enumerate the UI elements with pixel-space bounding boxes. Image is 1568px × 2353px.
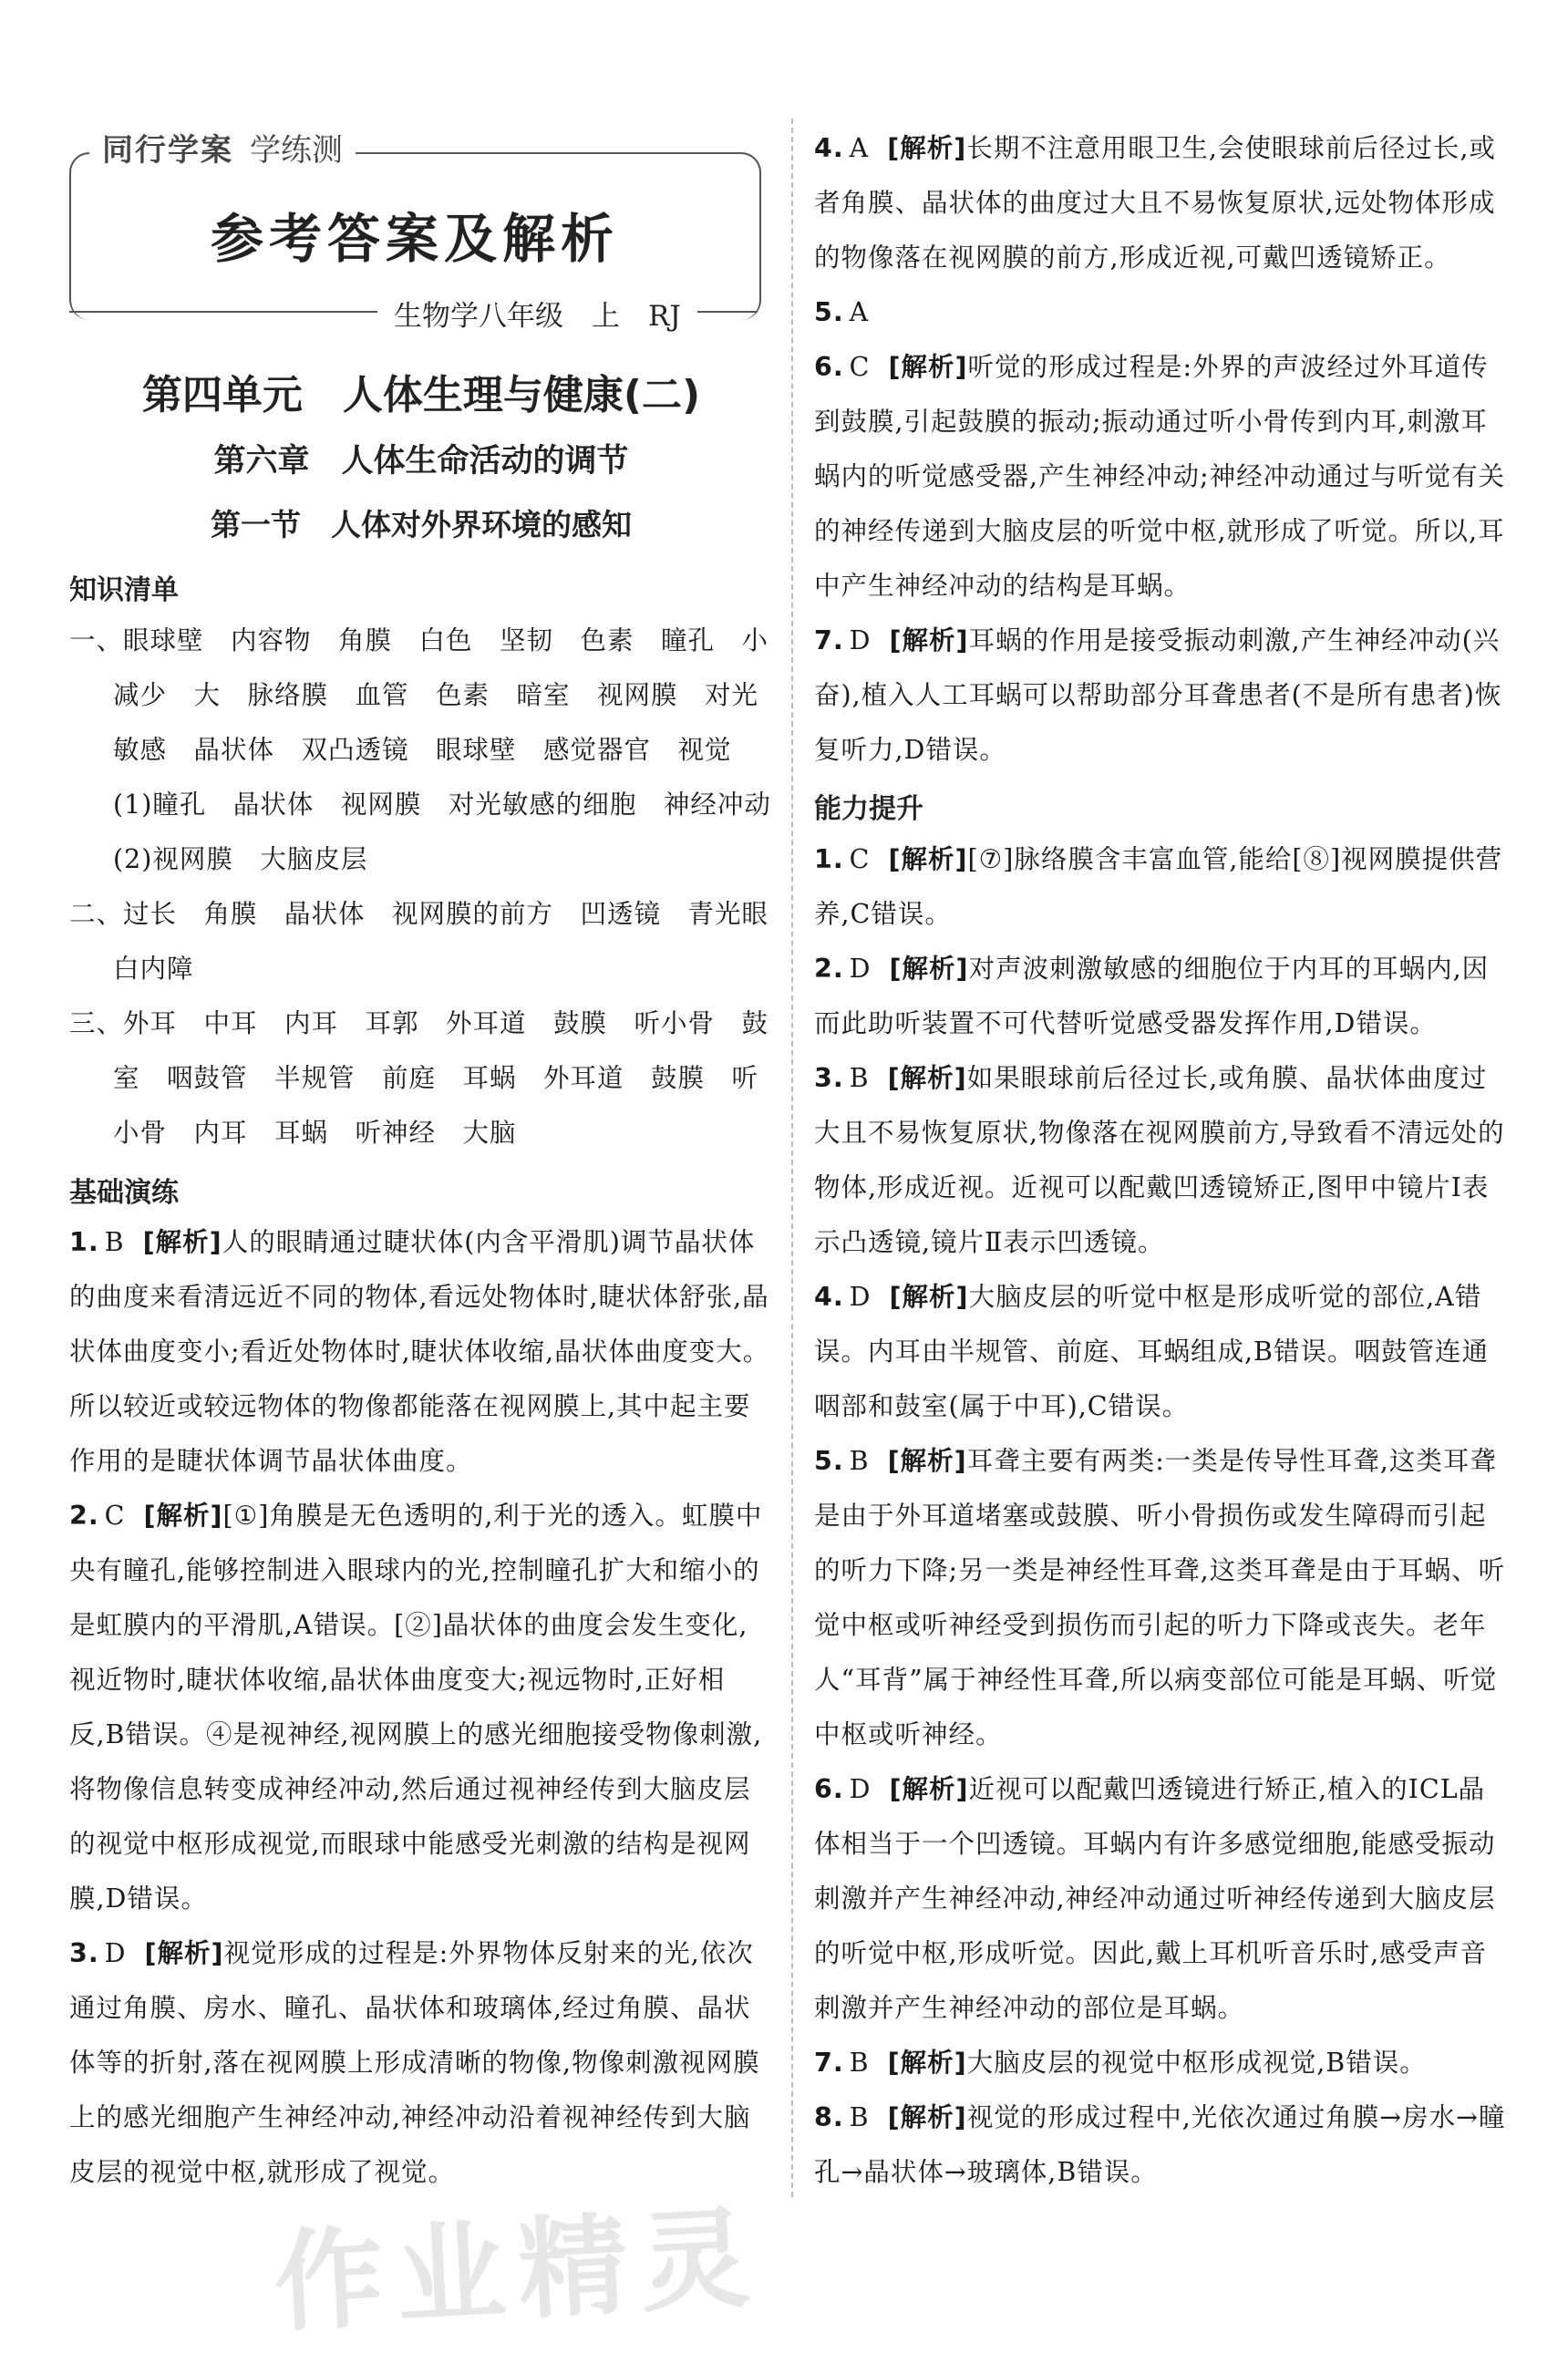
- answer-number: 5.: [814, 297, 844, 327]
- analysis-tag: [解析]: [144, 1938, 224, 1968]
- subject-label: 生物学八年级 上 RJ: [377, 293, 697, 334]
- analysis-tag: [解析]: [142, 1227, 222, 1257]
- knowledge-item: 二、过长 角膜 晶状体 视网膜的前方 凹透镜 青光眼 白内障: [69, 899, 796, 984]
- analysis-tag: [解析]: [887, 133, 967, 163]
- answer-item: [814, 1762, 1511, 2036]
- analysis-tag: [解析]: [887, 2048, 967, 2078]
- answer-number: 2.: [69, 1501, 99, 1531]
- answer-item: [814, 2036, 1511, 2090]
- answer-number: 2.: [814, 954, 844, 984]
- answer-header: [69, 125, 760, 333]
- header-brand-line: [89, 125, 356, 170]
- answer-text: 大脑皮层的听觉中枢是形成听觉的部位,A错误。内耳由半规管、前庭、耳蜗组成,B错误。咽鼓管连通咽部和鼓室(属于中耳),C错误。: [814, 1282, 1490, 1421]
- answer-item: [814, 2090, 1511, 2200]
- analysis-tag: [解析]: [887, 1446, 967, 1476]
- answer-letter: B: [849, 1063, 870, 1093]
- answer-item: [814, 285, 1511, 340]
- analysis-tag: [解析]: [889, 1774, 969, 1804]
- knowledge-item: 三、外耳 中耳 内耳 耳郭 外耳道 鼓膜 听小骨 鼓室 咽鼓管 半规管 前庭 耳蜗 外耳道 鼓膜 听小骨 内耳 耳蜗 听神经 大脑: [69, 1008, 769, 1148]
- answer-letter: C: [849, 844, 871, 874]
- answer-item: [814, 832, 1511, 942]
- answer-text: 耳蜗的作用是接受振动刺激,产生神经冲动(兴奋),植入人工耳蜗可以帮助部分耳聋患者(不是所有患者)恢复听力,D错误。: [814, 625, 1502, 765]
- answer-letter: A: [849, 297, 870, 327]
- answer-text: 长期不注意用眼卫生,会使眼球前后径过长,或者角膜、晶状体的曲度过大且不易恢复原状,远处物体形成的物像落在视网膜的前方,形成近视,可戴凹透镜矫正。: [814, 133, 1496, 273]
- brand-name: 同行学案: [102, 132, 233, 169]
- answer-letter: D: [849, 954, 872, 984]
- answer-item: [69, 1215, 773, 1489]
- knowledge-heading: 知识清单: [69, 574, 179, 606]
- answer-text: 如果眼球前后径过长,或角膜、晶状体曲度过大且不易恢复原状,物像落在视网膜前方,导致看不清远处的物体,形成近视。近视可以配戴凹透镜矫正,图甲中镜片Ⅰ表示凸透镜,镜片Ⅱ表示凹透镜。: [814, 1063, 1505, 1257]
- answer-letter: C: [849, 352, 871, 382]
- watermark: 作业精灵: [271, 2195, 766, 2348]
- answer-item: [814, 1434, 1511, 1762]
- subject-line: [69, 293, 760, 333]
- answer-number: 1.: [69, 1227, 99, 1257]
- answer-item: [814, 340, 1511, 614]
- answer-letter: C: [104, 1501, 126, 1531]
- answer-item: [814, 942, 1511, 1051]
- page-title: 参考答案及解析: [210, 208, 619, 270]
- answer-letter: D: [849, 1774, 872, 1804]
- answer-number: 7.: [814, 625, 844, 655]
- answer-item: [814, 121, 1511, 285]
- answer-letter: B: [849, 2102, 870, 2132]
- answer-number: 6.: [814, 1774, 844, 1804]
- answer-text: [①]角膜是无色透明的,利于光的透入。虹膜中央有瞳孔,能够控制进入眼球内的光,控制瞳孔扩大和缩小的是虹膜内的平滑肌,A错误。[②]晶状体的曲度会发生变化,视近物时,睫状体收缩,晶状体曲度变大;视远物时,正好相反,B错误。④是视神经,视网膜上的感光细胞接受物像刺激,将物像信息转变成神经冲动,然后通过视神经传到大脑皮层的视觉中枢形成视觉,而眼球中能感受光刺激的结构是视网膜,D错误。: [69, 1501, 763, 1914]
- knowledge-item: 一、眼球壁 内容物 角膜 白色 坚韧 色素 瞳孔 小 减少 大 脉络膜 血管 色素 暗室 视网膜 对光敏感 晶状体 双凸透镜 眼球壁 感觉器官 视觉 (1)瞳孔 晶状体 视网膜 对光敏感的细胞 神经冲动 (2)视网膜 大脑皮层: [69, 625, 799, 874]
- answer-letter: D: [104, 1938, 127, 1968]
- answer-item: [69, 1926, 773, 2200]
- answer-text: 人的眼睛通过睫状体(内含平滑肌)调节晶状体的曲度来看清远近不同的物体,看远处物体时,睫状体舒张,晶状体曲度变小;看近处物体时,睫状体收缩,晶状体曲度变大。所以较近或较远物体的物像都能落在视网膜上,其中起主要作用的是睫状体调节晶状体曲度。: [69, 1227, 770, 1476]
- answer-letter: D: [849, 1282, 872, 1312]
- answer-number: 4.: [814, 1282, 844, 1312]
- section-title: 第一节 人体对外界环境的感知: [211, 507, 632, 542]
- answer-letter: D: [849, 625, 872, 655]
- answer-letter: B: [849, 2048, 870, 2078]
- analysis-tag: [解析]: [889, 625, 969, 655]
- answer-number: 4.: [814, 133, 844, 163]
- answer-text: 耳聋主要有两类:一类是传导性耳聋,这类耳聋是由于外耳道堵塞或鼓膜、听小骨损伤或发生障碍而引起的听力下降;另一类是神经性耳聋,这类耳聋是由于耳蜗、听觉中枢或听神经受到损伤而引起的听力下降或丧失。老年人“耳背”属于神经性耳聋,所以病变部位可能是耳蜗、听觉中枢或听神经。: [814, 1446, 1506, 1749]
- basic-heading: 基础演练: [69, 1177, 179, 1209]
- answer-number: 1.: [814, 844, 844, 874]
- answer-number: 8.: [814, 2102, 844, 2132]
- answer-letter: B: [104, 1227, 125, 1257]
- answer-item: [814, 1051, 1511, 1270]
- chapter-title: 第六章 人体生命活动的调节: [213, 443, 629, 480]
- answer-text: [⑦]脉络膜含丰富血管,能给[⑧]视网膜提供营养,C错误。: [814, 844, 1503, 929]
- answer-text: 听觉的形成过程是:外界的声波经过外耳道传到鼓膜,引起鼓膜的振动;振动通过听小骨传到内耳,刺激耳蜗内的听觉感受器,产生神经冲动;神经冲动通过与听觉有关的神经传递到大脑皮层的听觉中枢,就形成了听觉。所以,耳中产生神经冲动的结构是耳蜗。: [814, 352, 1506, 601]
- brand-series: 学练测: [250, 132, 343, 169]
- analysis-tag: [解析]: [143, 1501, 223, 1531]
- answer-text: 近视可以配戴凹透镜进行矫正,植入的ICL晶体相当于一个凹透镜。耳蜗内有许多感觉细胞,能感受振动刺激并产生神经冲动,神经冲动通过听神经传递到大脑皮层的听觉中枢,形成听觉。因此,戴上耳机听音乐时,感受声音刺激并产生神经冲动的部位是耳蜗。: [814, 1774, 1496, 2023]
- answer-item: [814, 614, 1511, 778]
- analysis-tag: [解析]: [889, 954, 969, 984]
- analysis-tag: [解析]: [888, 352, 968, 382]
- analysis-tag: [解析]: [888, 844, 968, 874]
- answer-number: 3.: [69, 1938, 99, 1968]
- answer-number: 7.: [814, 2048, 844, 2078]
- unit-title: 第四单元 人体生理与健康(二): [141, 372, 701, 418]
- answer-text: 视觉形成的过程是:外界物体反射来的光,依次通过角膜、房水、瞳孔、晶状体和玻璃体,经过角膜、晶状体等的折射,落在视网膜上形成清晰的物像,物像刺激视网膜上的感光细胞产生神经冲动,神经冲动沿着视神经传到大脑皮层的视觉中枢,就形成了视觉。: [69, 1938, 760, 2187]
- answer-number: 3.: [814, 1063, 844, 1093]
- analysis-tag: [解析]: [889, 1282, 969, 1312]
- column-divider: [791, 119, 793, 2197]
- answer-letter: A: [849, 133, 870, 163]
- analysis-tag: [解析]: [887, 1063, 967, 1093]
- answer-number: 5.: [814, 1446, 844, 1476]
- answer-letter: B: [849, 1446, 870, 1476]
- analysis-tag: [解析]: [887, 2102, 967, 2132]
- answer-number: 6.: [814, 352, 844, 382]
- answer-text: 大脑皮层的视觉中枢形成视觉,B错误。: [966, 2048, 1427, 2078]
- answer-item: [814, 1270, 1511, 1434]
- answer-item: [69, 1489, 773, 1926]
- answer-text: 对声波刺激敏感的细胞位于内耳的耳蜗内,因而此助听装置不可代替听觉感受器发挥作用,D错误。: [814, 954, 1490, 1038]
- answer-text: 视觉的形成过程中,光依次通过角膜→房水→瞳孔→晶状体→玻璃体,B错误。: [814, 2102, 1506, 2187]
- ability-heading: 能力提升: [814, 793, 923, 825]
